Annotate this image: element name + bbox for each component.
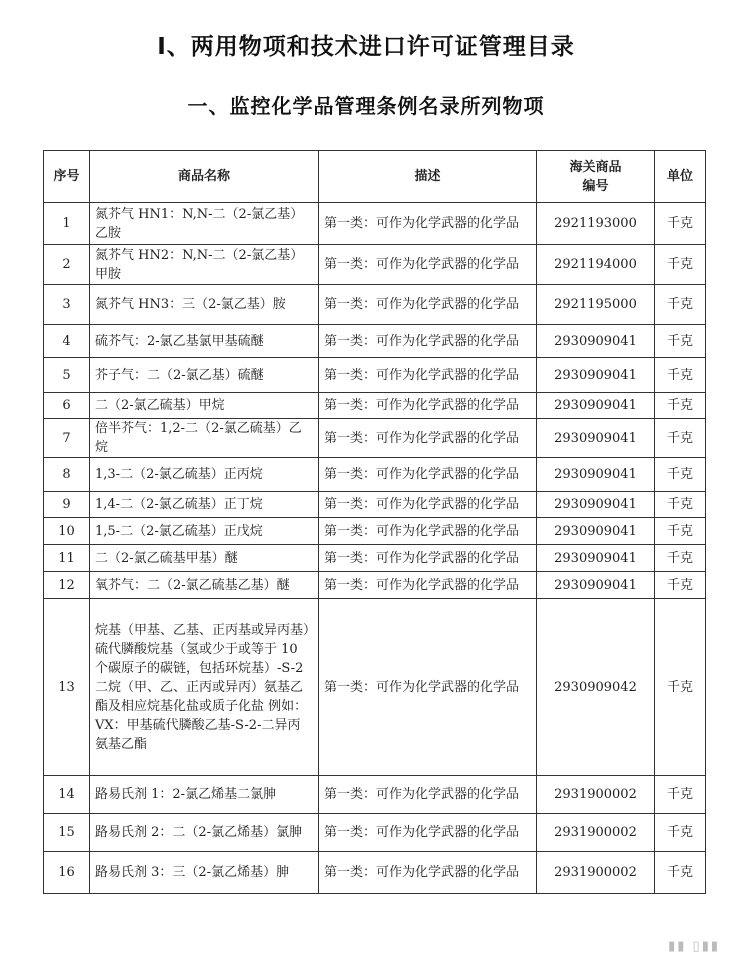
cell-desc: 第一类：可作为化学武器的化学品 (319, 325, 537, 358)
cell-desc: 第一类：可作为化学武器的化学品 (319, 419, 537, 458)
cell-unit: 千克 (655, 572, 706, 599)
cell-code: 2921195000 (537, 285, 655, 325)
table-row (44, 419, 706, 458)
cell-num: 8 (44, 458, 90, 492)
cell-unit: 千克 (655, 776, 706, 814)
cell-unit: 千克 (655, 458, 706, 492)
cell-code: 2930909041 (537, 572, 655, 599)
cell-name: 路易氏剂 1：2-氯乙烯基二氯胂 (90, 776, 319, 814)
cell-desc: 第一类：可作为化学武器的化学品 (319, 393, 537, 419)
cell-desc: 第一类：可作为化学武器的化学品 (319, 358, 537, 393)
cell-num: 5 (44, 358, 90, 393)
cell-num: 3 (44, 285, 90, 325)
table-header-row (44, 151, 706, 203)
cell-desc: 第一类：可作为化学武器的化学品 (319, 814, 537, 852)
cell-unit: 千克 (655, 814, 706, 852)
header-num: 序号 (44, 151, 90, 203)
cell-desc: 第一类：可作为化学武器的化学品 (319, 203, 537, 245)
cell-unit: 千克 (655, 599, 706, 776)
table-row (44, 393, 706, 419)
cell-num: 7 (44, 419, 90, 458)
cell-num: 15 (44, 814, 90, 852)
header-code-line1: 海关商品 (569, 159, 622, 175)
cell-name: 二（2-氯乙硫基甲基）醚 (90, 545, 319, 572)
cell-name: 氮芥气 HN3：三（2-氯乙基）胺 (90, 285, 319, 325)
cell-name: 倍半芥气：1,2-二（2-氯乙硫基）乙烷 (90, 419, 319, 458)
cell-code: 2930909041 (537, 419, 655, 458)
cell-num: 2 (44, 245, 90, 285)
table-row (44, 492, 706, 518)
cell-name: 1,5-二（2-氯乙硫基）正戊烷 (90, 518, 319, 545)
header-name: 商品名称 (90, 151, 319, 203)
table-row (44, 572, 706, 599)
cell-num: 1 (44, 203, 90, 245)
table-row (44, 545, 706, 572)
cell-desc: 第一类：可作为化学武器的化学品 (319, 776, 537, 814)
cell-num: 16 (44, 852, 90, 894)
table-row (44, 814, 706, 852)
cell-name: 路易氏剂 2：二（2-氯乙烯基）氯胂 (90, 814, 319, 852)
cell-num: 10 (44, 518, 90, 545)
cell-code: 2930909041 (537, 358, 655, 393)
cell-name: 烷基（甲基、乙基、正丙基或异丙基）硫代膦酸烷基（氢或少于或等于 10 个碳原子的碳链，包括环烷基）-S-2 二烷（甲、乙、正丙或异丙）氨基乙酯及相应烷基化盐或质子化盐 例如：VX：甲基硫代膦酸乙基-S-2-二异丙氨基乙酯 (90, 599, 319, 776)
controlled-chemicals-table (43, 150, 706, 894)
table-body (44, 203, 706, 894)
cell-desc: 第一类：可作为化学武器的化学品 (319, 545, 537, 572)
cell-num: 13 (44, 599, 90, 776)
cell-code: 2931900002 (537, 852, 655, 894)
cell-code: 2930909041 (537, 518, 655, 545)
cell-name: 氮芥气 HN2：N,N-二（2-氯乙基）甲胺 (90, 245, 319, 285)
header-code-line2: 编号 (582, 178, 609, 194)
table-row (44, 518, 706, 545)
table-row (44, 285, 706, 325)
table-row (44, 776, 706, 814)
cell-unit: 千克 (655, 325, 706, 358)
table-row (44, 852, 706, 894)
table-row (44, 358, 706, 393)
cell-num: 12 (44, 572, 90, 599)
cell-desc: 第一类：可作为化学武器的化学品 (319, 599, 537, 776)
cell-desc: 第一类：可作为化学武器的化学品 (319, 852, 537, 894)
cell-unit: 千克 (655, 518, 706, 545)
cell-name: 氮芥气 HN1：N,N-二（2-氯乙基）乙胺 (90, 203, 319, 245)
cell-unit: 千克 (655, 358, 706, 393)
header-desc: 描述 (319, 151, 537, 203)
watermark: ▮▮ ▯▮▮ (668, 939, 720, 954)
cell-unit: 千克 (655, 393, 706, 419)
cell-code: 2930909041 (537, 458, 655, 492)
cell-desc: 第一类：可作为化学武器的化学品 (319, 245, 537, 285)
page-title: I、两用物项和技术进口许可证管理目录 (157, 34, 575, 60)
table-row (44, 203, 706, 245)
table-row (44, 458, 706, 492)
cell-name: 1,3-二（2-氯乙硫基）正丙烷 (90, 458, 319, 492)
cell-unit: 千克 (655, 545, 706, 572)
cell-desc: 第一类：可作为化学武器的化学品 (319, 572, 537, 599)
cell-desc: 第一类：可作为化学武器的化学品 (319, 492, 537, 518)
cell-desc: 第一类：可作为化学武器的化学品 (319, 458, 537, 492)
cell-name: 1,4-二（2-氯乙硫基）正丁烷 (90, 492, 319, 518)
cell-code: 2921193000 (537, 203, 655, 245)
cell-unit: 千克 (655, 492, 706, 518)
table-row (44, 245, 706, 285)
cell-num: 14 (44, 776, 90, 814)
cell-code: 2930909041 (537, 325, 655, 358)
cell-code: 2931900002 (537, 776, 655, 814)
cell-desc: 第一类：可作为化学武器的化学品 (319, 518, 537, 545)
cell-unit: 千克 (655, 285, 706, 325)
header-unit: 单位 (655, 151, 706, 203)
cell-code: 2930909041 (537, 492, 655, 518)
cell-code: 2930909041 (537, 545, 655, 572)
cell-unit: 千克 (655, 419, 706, 458)
cell-unit: 千克 (655, 852, 706, 894)
cell-code: 2931900002 (537, 814, 655, 852)
table-row (44, 325, 706, 358)
cell-num: 9 (44, 492, 90, 518)
cell-name: 芥子气：二（2-氯乙基）硫醚 (90, 358, 319, 393)
cell-desc: 第一类：可作为化学武器的化学品 (319, 285, 537, 325)
table-row (44, 599, 706, 776)
cell-code: 2930909042 (537, 599, 655, 776)
cell-name: 氧芥气：二（2-氯乙硫基乙基）醚 (90, 572, 319, 599)
cell-name: 硫芥气：2-氯乙基氯甲基硫醚 (90, 325, 319, 358)
cell-code: 2921194000 (537, 245, 655, 285)
cell-name: 路易氏剂 3：三（2-氯乙烯基）胂 (90, 852, 319, 894)
cell-code: 2930909041 (537, 393, 655, 419)
cell-name: 二（2-氯乙硫基）甲烷 (90, 393, 319, 419)
cell-num: 4 (44, 325, 90, 358)
cell-num: 11 (44, 545, 90, 572)
cell-unit: 千克 (655, 245, 706, 285)
header-code (537, 151, 655, 203)
cell-unit: 千克 (655, 203, 706, 245)
cell-num: 6 (44, 393, 90, 419)
section-subtitle: 一、监控化学品管理条例名录所列物项 (187, 94, 545, 118)
